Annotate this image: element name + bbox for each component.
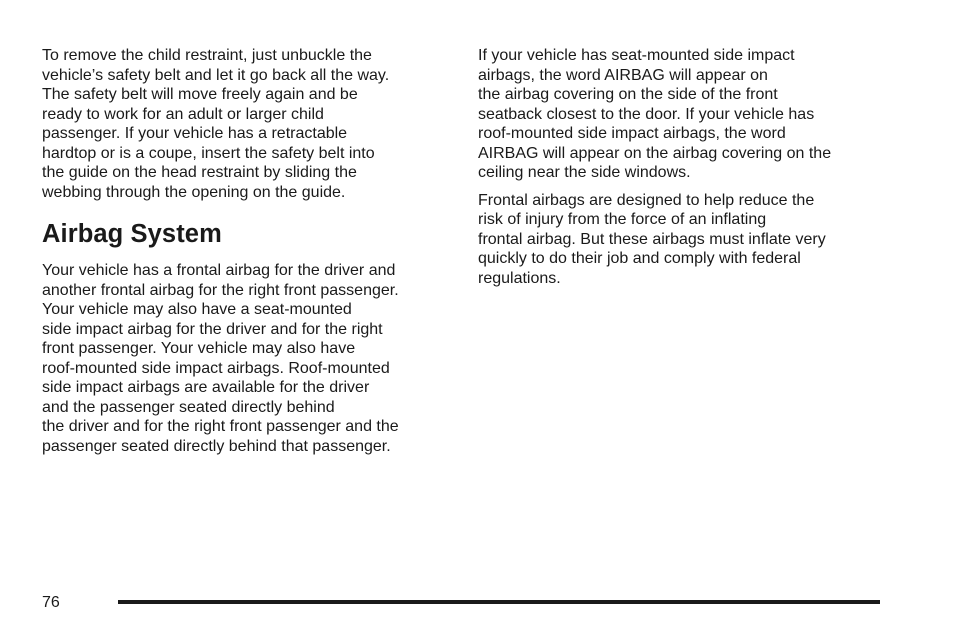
footer-rule bbox=[118, 600, 880, 604]
section-heading: Airbag System bbox=[42, 220, 222, 248]
left-column bbox=[42, 46, 452, 456]
frontal-airbag-paragraph: Frontal airbags are designed to help reduce the risk of injury from the force of an inflating frontal airbag. But these airbags must inflate very quickly to do their job and comply with federal regulations. bbox=[478, 191, 826, 287]
airbag-label-paragraph: If your vehicle has seat-mounted side impact airbags, the word AIRBAG will appear on the airbag covering on the side of the front seatback closest to the door. If your vehicle has roof-mounted side impact airbags, the word AIRBAG will appear on the airbag covering on the ceiling near the side windows. bbox=[478, 47, 832, 181]
child-restraint-paragraph: To remove the child restraint, just unbuckle the vehicle’s safety belt and let it go back all the way. The safety belt will move freely again and be ready to work for an adult or larger child passenger. If your vehicle has a retractable hardtop or is a coupe, insert the safety belt into the guide on the head restraint by sliding the webbing through the opening on the guide. bbox=[42, 47, 390, 201]
page-number: 76 bbox=[42, 594, 60, 611]
airbag-system-paragraph: Your vehicle has a frontal airbag for the driver and another frontal airbag for the right front passenger. Your vehicle may also have a seat-mounted side impact airbag for the driver and for the right front passenger. Your vehicle may also have roof-mounted side impact airbags. Roof-mounted side impact airbags are available for the driver and the passenger seated directly behind the driver and for the right front passenger and the passenger seated directly behind that passenger. bbox=[42, 262, 399, 455]
right-column bbox=[478, 46, 878, 288]
